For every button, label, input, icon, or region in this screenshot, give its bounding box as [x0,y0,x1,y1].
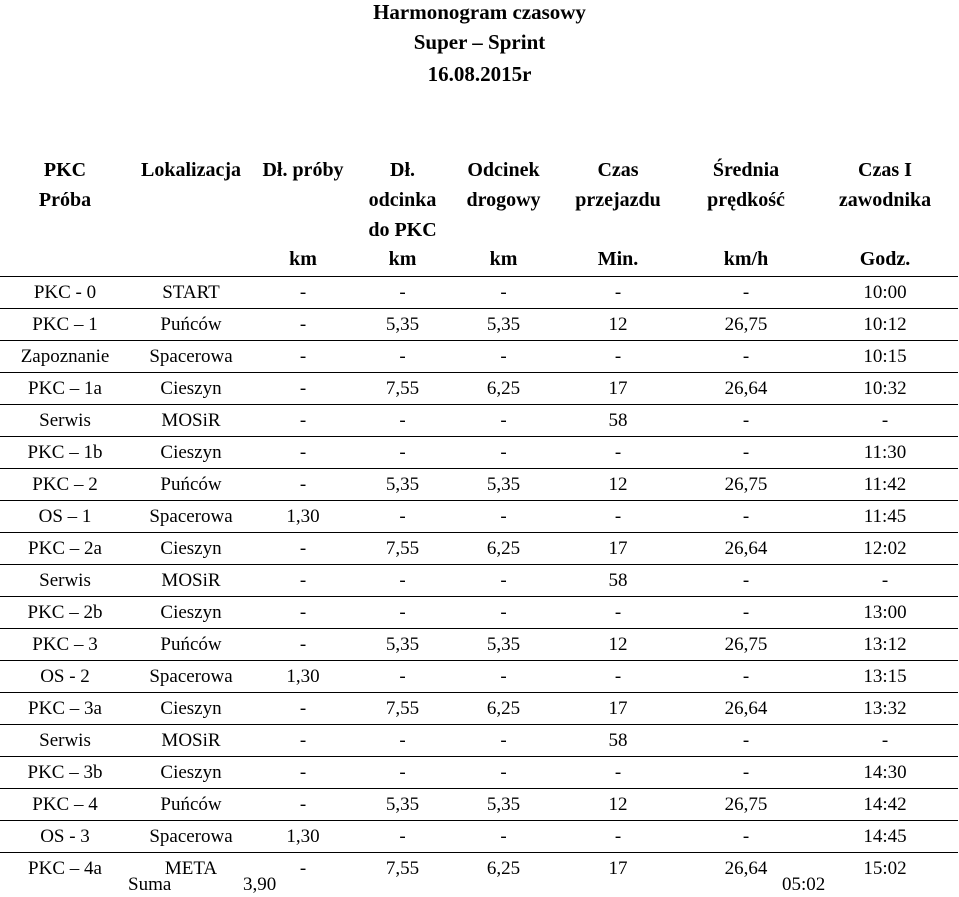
unit-label [130,245,252,277]
column-header-line [130,215,252,245]
table-row [0,661,958,693]
table-cell: - [252,693,354,725]
table-row [0,757,958,789]
table-cell: - [252,565,354,597]
table-cell: Puńców [130,789,252,821]
table-cell: 6,25 [451,373,556,405]
column-header-line: przejazdu [575,189,661,211]
table-cell: 1,30 [252,661,354,693]
table-row [0,821,958,853]
column-header [451,155,556,245]
table-row [0,629,958,661]
table-cell: - [812,565,958,597]
document-title: Harmonogram czasowy [373,0,586,24]
table-cell: 5,35 [354,309,451,341]
table-cell: META [130,853,252,885]
table-cell: 17 [556,533,680,565]
table-cell: 17 [556,853,680,885]
table-cell: PKC – 4 [0,789,130,821]
column-header-line: Lokalizacja [141,159,241,181]
units-row [0,245,958,277]
table-cell: 17 [556,373,680,405]
unit-label: km/h [723,248,769,270]
column-header-line: zawodnika [838,189,932,211]
table-cell: 7,55 [354,533,451,565]
table-cell: 12 [556,629,680,661]
table-cell: - [252,437,354,469]
column-header-line [556,215,680,245]
table-cell: - [680,597,812,629]
table-cell: - [354,661,451,693]
column-header-line [812,215,958,245]
table-cell: - [680,437,812,469]
table-cell: OS - 2 [0,661,130,693]
table-cell: 6,25 [451,693,556,725]
table-cell: - [451,277,556,309]
table-cell: - [556,597,680,629]
table-cell: - [252,533,354,565]
table-cell: 26,75 [680,469,812,501]
table-cell: - [252,725,354,757]
table-cell: PKC – 1a [0,373,130,405]
column-header [252,155,354,245]
unit-label: Godz. [859,248,911,270]
column-header [0,155,130,245]
table-cell: 6,25 [451,853,556,885]
table-cell: OS - 3 [0,821,130,853]
table-cell: - [680,565,812,597]
table-cell: MOSiR [130,565,252,597]
table-cell: 7,55 [354,373,451,405]
table-cell: 1,30 [252,501,354,533]
header-row [0,155,958,245]
table-cell: 26,75 [680,309,812,341]
summary-stage-distance: 3,90 [243,874,277,895]
unit-label: km [489,248,518,270]
schedule-body [0,277,958,885]
column-header [130,155,252,245]
table-cell: START [130,277,252,309]
table-cell: - [451,341,556,373]
table-cell: 26,64 [680,373,812,405]
table-cell: - [451,725,556,757]
table-cell: 13:15 [812,661,958,693]
table-cell: - [451,501,556,533]
table-cell: 10:32 [812,373,958,405]
column-header [354,155,451,245]
table-cell: - [451,597,556,629]
table-cell: PKC – 2 [0,469,130,501]
table-cell: - [354,821,451,853]
table-row [0,789,958,821]
table-cell: - [354,565,451,597]
table-row [0,373,958,405]
table-cell: 11:42 [812,469,958,501]
table-cell: - [680,341,812,373]
table-cell: 12 [556,469,680,501]
table-cell: PKC - 0 [0,277,130,309]
table-cell: Cieszyn [130,757,252,789]
table-cell: 14:45 [812,821,958,853]
unit-label: km [289,248,317,270]
table-cell: Spacerowa [130,661,252,693]
table-cell: 11:30 [812,437,958,469]
column-header-line [0,215,130,245]
table-cell: - [354,501,451,533]
table-cell: 14:30 [812,757,958,789]
table-cell: 26,75 [680,629,812,661]
table-cell: - [680,725,812,757]
table-cell: PKC – 2b [0,597,130,629]
table-cell: PKC – 2a [0,533,130,565]
table-cell: 14:42 [812,789,958,821]
column-header-line: Czas I [858,159,912,181]
table-cell: Serwis [0,565,130,597]
table-cell: 13:32 [812,693,958,725]
table-cell: - [812,405,958,437]
table-cell: 26,64 [680,693,812,725]
table-cell: 5,35 [451,309,556,341]
table-row [0,725,958,757]
unit-label: Min. [597,248,639,270]
table-cell: Cieszyn [130,373,252,405]
table-cell: Puńców [130,469,252,501]
column-header-line: Dł. próby [262,159,344,181]
column-header [812,155,958,245]
table-cell: Serwis [0,405,130,437]
table-cell: 58 [556,725,680,757]
table-cell: 17 [556,693,680,725]
table-cell: - [354,405,451,437]
column-header-line: drogowy [466,189,541,211]
table-cell: PKC – 3 [0,629,130,661]
table-cell: Spacerowa [130,821,252,853]
table-cell: Cieszyn [130,597,252,629]
table-cell: 58 [556,565,680,597]
document-subtitle: Super – Sprint [413,30,546,54]
table-cell: 13:12 [812,629,958,661]
table-cell: MOSiR [130,725,252,757]
table-cell: 7,55 [354,693,451,725]
table-cell: 10:00 [812,277,958,309]
table-row [0,597,958,629]
table-cell: - [451,661,556,693]
table-cell: PKC – 3a [0,693,130,725]
table-cell: 26,64 [680,853,812,885]
table-cell: 7,55 [354,853,451,885]
column-header-line: Średnia [712,159,780,181]
column-header-line [252,215,354,245]
column-header [680,155,812,245]
summary-label: Suma [128,874,172,895]
column-header-line: prędkość [707,189,785,211]
unit-label: km [388,248,417,270]
table-cell: - [252,789,354,821]
table-row [0,309,958,341]
table-cell: - [451,405,556,437]
table-cell: Puńców [130,309,252,341]
table-cell: - [556,437,680,469]
table-cell: - [354,277,451,309]
table-cell: Spacerowa [130,501,252,533]
column-header-line: odcinka [368,189,437,211]
table-cell: 26,64 [680,533,812,565]
table-cell: - [451,565,556,597]
table-cell: 5,35 [354,469,451,501]
table-cell: MOSiR [130,405,252,437]
table-row [0,341,958,373]
summary-row [0,873,959,897]
table-cell: 11:45 [812,501,958,533]
table-cell: - [680,757,812,789]
table-cell: Spacerowa [130,341,252,373]
table-cell: Zapoznanie [0,341,130,373]
document-date: 16.08.2015r [427,62,532,86]
unit-label [0,245,130,277]
column-header [556,155,680,245]
column-header-line: Próba [38,189,92,211]
column-header-line: PKC [43,159,87,181]
table-cell: - [680,405,812,437]
table-cell: - [252,597,354,629]
table-cell: 12:02 [812,533,958,565]
summary-total-time: 05:02 [782,874,826,895]
table-cell: OS – 1 [0,501,130,533]
table-row [0,405,958,437]
table-cell: - [252,309,354,341]
table-cell: Serwis [0,725,130,757]
column-header-line: Dł. [390,159,415,181]
table-row [0,693,958,725]
table-cell: - [252,469,354,501]
table-cell: 13:00 [812,597,958,629]
table-cell: 5,35 [451,469,556,501]
table-cell: 12 [556,789,680,821]
table-row [0,565,958,597]
table-cell: 26,75 [680,789,812,821]
table-cell: - [556,661,680,693]
table-cell: - [680,661,812,693]
table-cell: - [252,757,354,789]
table-cell: - [354,725,451,757]
table-cell: 5,35 [354,789,451,821]
column-header-line [252,185,354,215]
table-cell: - [252,373,354,405]
table-cell: 5,35 [354,629,451,661]
table-cell: PKC – 1b [0,437,130,469]
table-cell: 12 [556,309,680,341]
table-cell: - [556,341,680,373]
table-cell: 6,25 [451,533,556,565]
table-cell: - [252,629,354,661]
table-cell: - [354,597,451,629]
table-cell: PKC – 1 [0,309,130,341]
column-header-line: Czas [597,159,639,181]
table-cell: 10:12 [812,309,958,341]
table-row [0,437,958,469]
table-cell: Cieszyn [130,437,252,469]
table-cell: - [556,757,680,789]
table-cell: - [556,501,680,533]
table-cell: 10:15 [812,341,958,373]
table-cell: Cieszyn [130,693,252,725]
table-cell: - [680,501,812,533]
table-cell: Puńców [130,629,252,661]
table-row [0,533,958,565]
table-cell: - [252,277,354,309]
table-cell: - [556,821,680,853]
column-header-line: Odcinek [467,159,540,181]
table-cell: PKC – 3b [0,757,130,789]
table-row [0,277,958,309]
table-cell: - [556,277,680,309]
table-cell: 5,35 [451,789,556,821]
table-cell: PKC – 4a [0,853,130,885]
column-header-line: do PKC [368,219,437,241]
column-header-line [130,185,252,215]
table-cell: 15:02 [812,853,958,885]
table-row [0,469,958,501]
table-cell: - [354,757,451,789]
table-cell: - [451,437,556,469]
table-cell: - [354,437,451,469]
table-cell: 1,30 [252,821,354,853]
table-cell: - [252,853,354,885]
table-cell: - [252,341,354,373]
table-cell: Cieszyn [130,533,252,565]
table-cell: - [451,757,556,789]
table-cell: - [680,277,812,309]
column-header-line [451,215,556,245]
schedule-table [0,155,958,884]
table-cell: - [680,821,812,853]
table-cell: - [451,821,556,853]
table-cell: - [252,405,354,437]
table-cell: 5,35 [451,629,556,661]
table-cell: - [812,725,958,757]
table-row [0,501,958,533]
table-cell: 58 [556,405,680,437]
column-header-line [680,215,812,245]
table-cell: - [354,341,451,373]
